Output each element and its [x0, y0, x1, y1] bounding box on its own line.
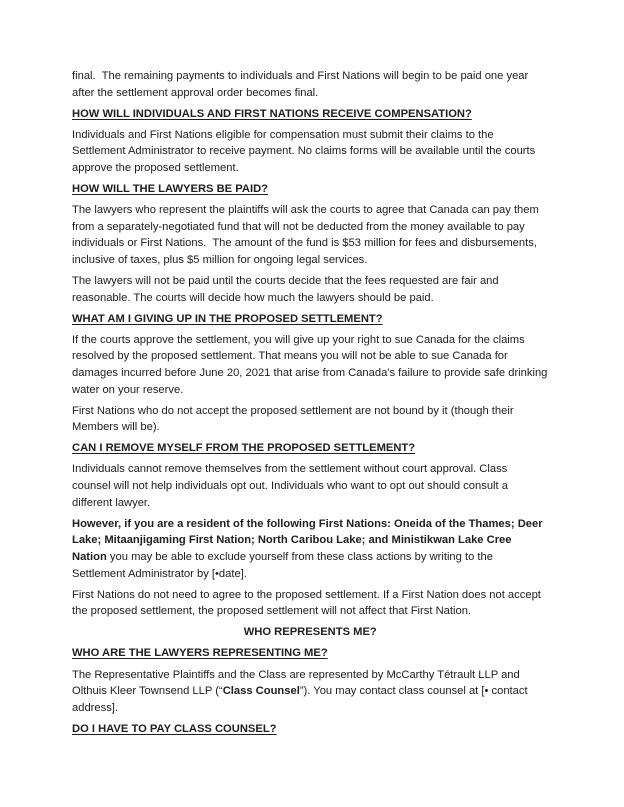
- heading-how-lawyers-paid: HOW WILL THE LAWYERS BE PAID?: [72, 183, 268, 196]
- text-counsel-contact: ”). You may contact class counsel at [• contact address].: [72, 685, 531, 714]
- heading-what-am-i-giving-up: WHAT AM I GIVING UP IN THE PROPOSED SETTLEMENT?: [72, 312, 383, 325]
- paragraph-first-nations-agreement: First Nations do not need to agree to the proposed settlement. If a First Nation does not accept the proposed settlement, the proposed settlement will not affect that First Nation.: [72, 588, 545, 618]
- bold-class-counsel: Class Counsel: [222, 685, 300, 698]
- text-counsel-firms: The Representative Plaintiffs and the Class are represented by McCarthy Tétrault LLP and Olthuis Kleer Townsend LLP (“: [72, 668, 523, 698]
- paragraph-class-counsel: [72, 667, 549, 717]
- paragraph-remaining-payments: final. The remaining payments to individuals and First Nations will begin to be paid one year after the settlement approval order becomes final.: [72, 70, 532, 99]
- heading-who-are-the-lawyers: WHO ARE THE LAWYERS REPRESENTING ME?: [72, 647, 328, 660]
- heading-how-receive-compensation: HOW WILL INDIVIDUALS AND FIRST NATIONS RECEIVE COMPENSATION?: [72, 107, 472, 120]
- bold-listed-first-nations: However, if you are a resident of the following First Nations: Oneida of the Thames; Deer Lake; Mitaanjigaming First Nation; North Caribou Lake; and Ministikwan Lake Cree Nation: [72, 517, 546, 563]
- paragraph-individuals-opt-out: Individuals cannot remove themselves from the settlement without court approval. Class counsel will not help individuals opt out. Individuals who want to opt out should consult a different lawyer.: [72, 463, 512, 509]
- heading-do-i-pay-class-counsel: DO I HAVE TO PAY CLASS COUNSEL?: [72, 722, 277, 735]
- paragraph-lawyers-fair-fees: The lawyers will not be paid until the courts decide that the fees requested are fair and reasonable. The courts will decide how much the lawyers should be paid.: [72, 275, 502, 304]
- paragraph-resident-exclusion: [72, 516, 549, 582]
- text-exclusion-instructions: you may be able to exclude yourself from these class actions by writing to the Settlement Administrator by [•date].: [72, 550, 497, 580]
- paragraph-lawyers-fund: The lawyers who represent the plaintiffs will ask the courts to agree that Canada can pay them from a separately-negotiated fund that will not be deducted from the money available to pay individuals or First Nations. The amount of the fund is $53 million for fees and disbursements, inclusive of taxes, plus $5 million for ongoing legal services.: [72, 204, 542, 266]
- paragraph-first-nations-not-bound: First Nations who do not accept the proposed settlement are not bound by it (though their Members will be).: [72, 404, 517, 434]
- heading-who-represents-me: WHO REPRESENTS ME?: [243, 626, 377, 639]
- paragraph-submit-claims: Individuals and First Nations eligible for compensation must submit their claims to the Settlement Administrator to receive payment. No claims forms will be available until the courts approve the proposed settlement.: [72, 128, 539, 174]
- paragraph-give-up-right-to-sue: If the courts approve the settlement, you will give up your right to sue Canada for the claims resolved by the proposed settlement. That means you will not be able to sue Canada for damages incurred before June 20, 2021 that arise from Canada's failure to provide safe drinking water on your reserve.: [72, 333, 551, 396]
- document-content: [72, 68, 549, 737]
- heading-can-i-remove-myself: CAN I REMOVE MYSELF FROM THE PROPOSED SETTLEMENT?: [72, 442, 416, 455]
